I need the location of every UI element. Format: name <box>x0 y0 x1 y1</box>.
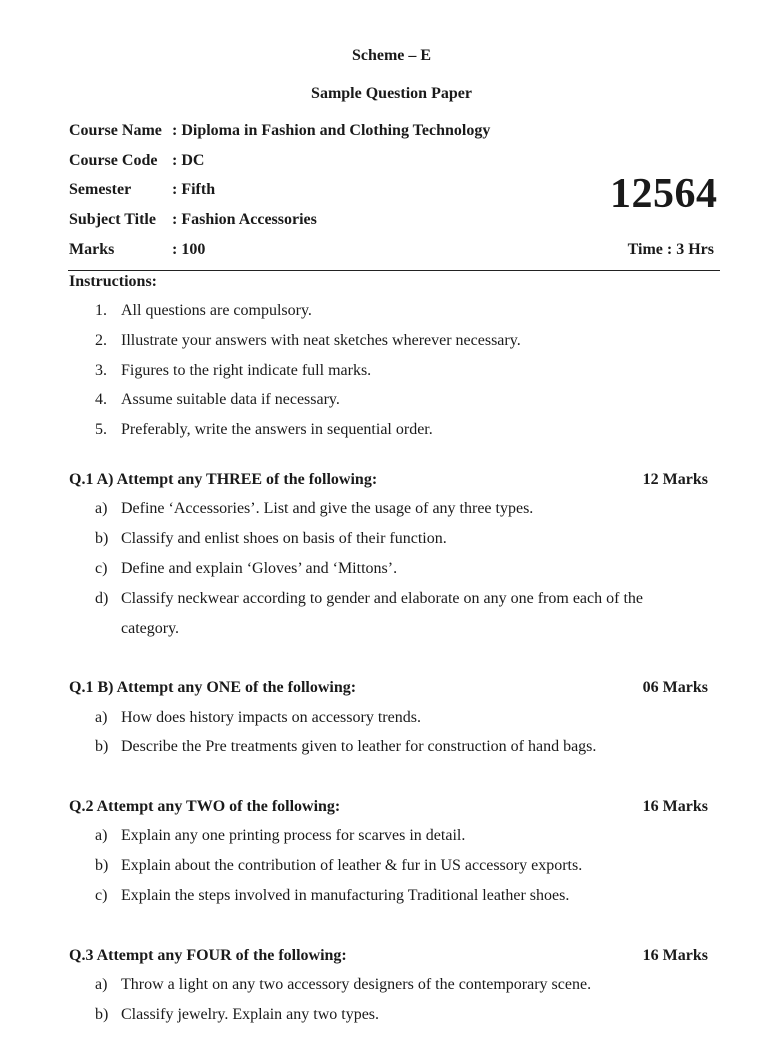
question-heading: Q.1 A) Attempt any THREE of the following: <box>69 471 378 488</box>
instruction-text: Illustrate your answers with neat sketches wherever necessary. <box>121 332 521 349</box>
subquestion-label: a) <box>95 500 108 517</box>
subquestion-text: Define and explain ‘Gloves’ and ‘Mittons’. <box>121 560 398 577</box>
subquestion-label: a) <box>95 976 108 993</box>
subquestion-text: Describe the Pre treatments given to leather for construction of hand bags. <box>121 738 597 755</box>
instruction-number: 1. <box>95 302 107 319</box>
marks-label: Marks <box>69 241 115 258</box>
course-name-label: Course Name <box>69 122 162 139</box>
marks-value: : 100 <box>172 241 206 258</box>
subquestion-label: b) <box>95 1006 109 1023</box>
instruction-number: 4. <box>95 391 107 408</box>
course-code-value: : DC <box>172 152 205 169</box>
course-name-value: : Diploma in Fashion and Clothing Technology <box>172 122 491 139</box>
subquestion-text: Explain the steps involved in manufacturing Traditional leather shoes. <box>121 887 570 904</box>
subquestion-text: How does history impacts on accessory trends. <box>121 709 421 726</box>
subject-title-label: Subject Title <box>69 211 156 228</box>
subquestion-text: Explain any one printing process for scarves in detail. <box>121 827 466 844</box>
subquestion-text: Define ‘Accessories’. List and give the usage of any three types. <box>121 500 534 517</box>
subquestion-text-continued: category. <box>121 620 180 637</box>
instruction-number: 3. <box>95 362 107 379</box>
subquestion-label: c) <box>95 560 108 577</box>
subquestion-text: Explain about the contribution of leather & fur in US accessory exports. <box>121 857 583 874</box>
instruction-text: Figures to the right indicate full marks. <box>121 362 372 379</box>
subquestion-label: b) <box>95 857 109 874</box>
subquestion-label: d) <box>95 590 109 607</box>
question-marks: 06 Marks <box>642 679 708 696</box>
semester-label: Semester <box>69 181 132 198</box>
question-heading: Q.2 Attempt any TWO of the following: <box>69 798 341 815</box>
subquestion-label: b) <box>95 738 109 755</box>
instruction-text: All questions are compulsory. <box>121 302 312 319</box>
subquestion-label: c) <box>95 887 108 904</box>
question-marks: 16 Marks <box>642 798 708 815</box>
subject-code: 12564 <box>610 171 718 217</box>
question-marks: 12 Marks <box>642 471 708 488</box>
semester-value: : Fifth <box>172 181 216 198</box>
instruction-number: 5. <box>95 421 107 438</box>
course-code-label: Course Code <box>69 152 158 169</box>
question-heading: Q.1 B) Attempt any ONE of the following: <box>69 679 357 696</box>
subquestion-label: a) <box>95 709 108 726</box>
scheme-label: Scheme – E <box>351 47 432 64</box>
time-allowed: Time : 3 Hrs <box>627 241 714 258</box>
subject-title-value: : Fashion Accessories <box>172 211 317 228</box>
instructions-heading: Instructions: <box>69 273 158 290</box>
subquestion-label: a) <box>95 827 108 844</box>
subquestion-text: Classify jewelry. Explain any two types. <box>121 1006 380 1023</box>
subquestion-text: Classify and enlist shoes on basis of their function. <box>121 530 447 547</box>
instruction-text: Preferably, write the answers in sequential order. <box>121 421 433 438</box>
instruction-number: 2. <box>95 332 107 349</box>
instruction-text: Assume suitable data if necessary. <box>121 391 340 408</box>
paper-title: Sample Question Paper <box>311 85 472 102</box>
header-divider <box>68 270 720 271</box>
question-heading: Q.3 Attempt any FOUR of the following: <box>69 947 347 964</box>
question-marks: 16 Marks <box>642 947 708 964</box>
subquestion-text: Throw a light on any two accessory designers of the contemporary scene. <box>121 976 592 993</box>
subquestion-label: b) <box>95 530 109 547</box>
subquestion-text: Classify neckwear according to gender and elaborate on any one from each of the <box>121 590 643 607</box>
